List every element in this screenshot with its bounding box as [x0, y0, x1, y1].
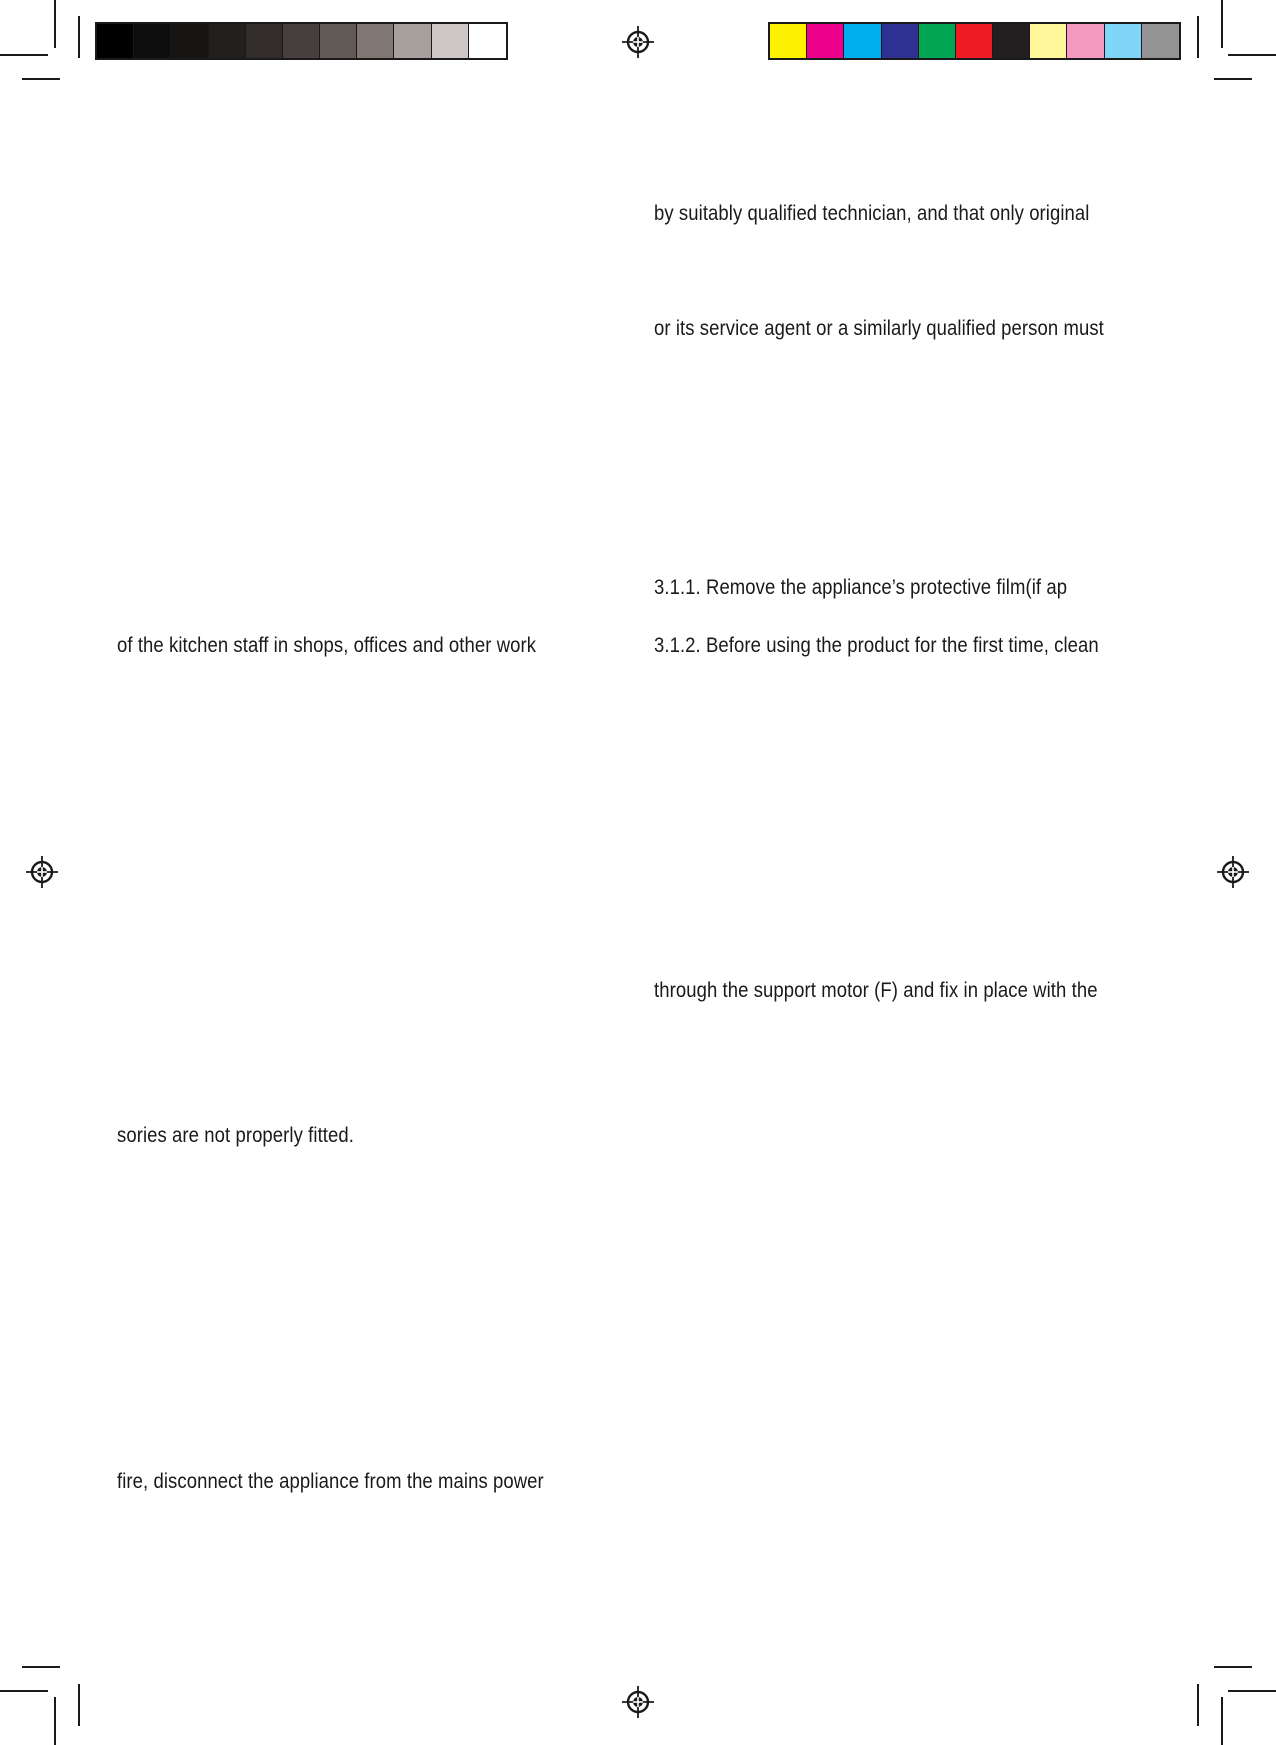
gray-swatch	[246, 24, 283, 58]
registration-crosshair-icon	[621, 1685, 655, 1719]
grayscale-calibration-bar	[95, 22, 508, 60]
crop-mark	[22, 1666, 60, 1668]
gray-swatch	[320, 24, 357, 58]
registration-crosshair-icon	[1216, 855, 1250, 889]
crop-mark	[54, 0, 56, 48]
left-column-text-line: sories are not properly fitted.	[117, 1123, 354, 1147]
gray-swatch	[357, 24, 394, 58]
color-swatch	[882, 24, 919, 58]
crop-mark	[1221, 0, 1223, 48]
gray-swatch	[171, 24, 208, 58]
crop-mark	[1214, 1666, 1252, 1668]
color-swatch	[770, 24, 807, 58]
crop-mark	[1221, 1697, 1223, 1745]
color-swatch	[919, 24, 956, 58]
right-column-text-line: by suitably qualified technician, and that only original	[654, 201, 1090, 225]
gray-swatch	[469, 24, 506, 58]
left-column-text-line: fire, disconnect the appliance from the mains power	[117, 1469, 544, 1493]
crop-mark	[78, 16, 80, 58]
right-column-text-line: 3.1.2. Before using the product for the first time, clean	[654, 633, 1099, 657]
color-swatch	[1142, 24, 1179, 58]
color-swatch	[1030, 24, 1067, 58]
color-swatch	[993, 24, 1030, 58]
crop-mark	[78, 1684, 80, 1726]
right-column-text-line: or its service agent or a similarly qualified person must	[654, 316, 1104, 340]
color-swatch	[807, 24, 844, 58]
gray-swatch	[97, 24, 134, 58]
left-column-text-line: of the kitchen staff in shops, offices and other work	[117, 633, 537, 657]
crop-mark	[54, 1697, 56, 1745]
registration-crosshair-icon	[621, 25, 655, 59]
crop-mark	[0, 1690, 48, 1692]
color-calibration-bar	[768, 22, 1181, 60]
right-column-text-line: 3.1.1. Remove the appliance’s protective film(if ap	[654, 575, 1068, 599]
crop-mark	[22, 78, 60, 80]
gray-swatch	[209, 24, 246, 58]
gray-swatch	[134, 24, 171, 58]
crop-mark	[1228, 54, 1276, 56]
gray-swatch	[283, 24, 320, 58]
color-swatch	[844, 24, 881, 58]
crop-mark	[1228, 1690, 1276, 1692]
right-column-text-line: through the support motor (F) and fix in place with the	[654, 978, 1098, 1002]
color-swatch	[1105, 24, 1142, 58]
crop-mark	[1197, 1684, 1199, 1726]
gray-swatch	[432, 24, 469, 58]
crop-mark	[1214, 78, 1252, 80]
gray-swatch	[394, 24, 431, 58]
crop-mark	[0, 54, 48, 56]
crop-mark	[1197, 16, 1199, 58]
registration-crosshair-icon	[25, 855, 59, 889]
color-swatch	[956, 24, 993, 58]
color-swatch	[1067, 24, 1104, 58]
